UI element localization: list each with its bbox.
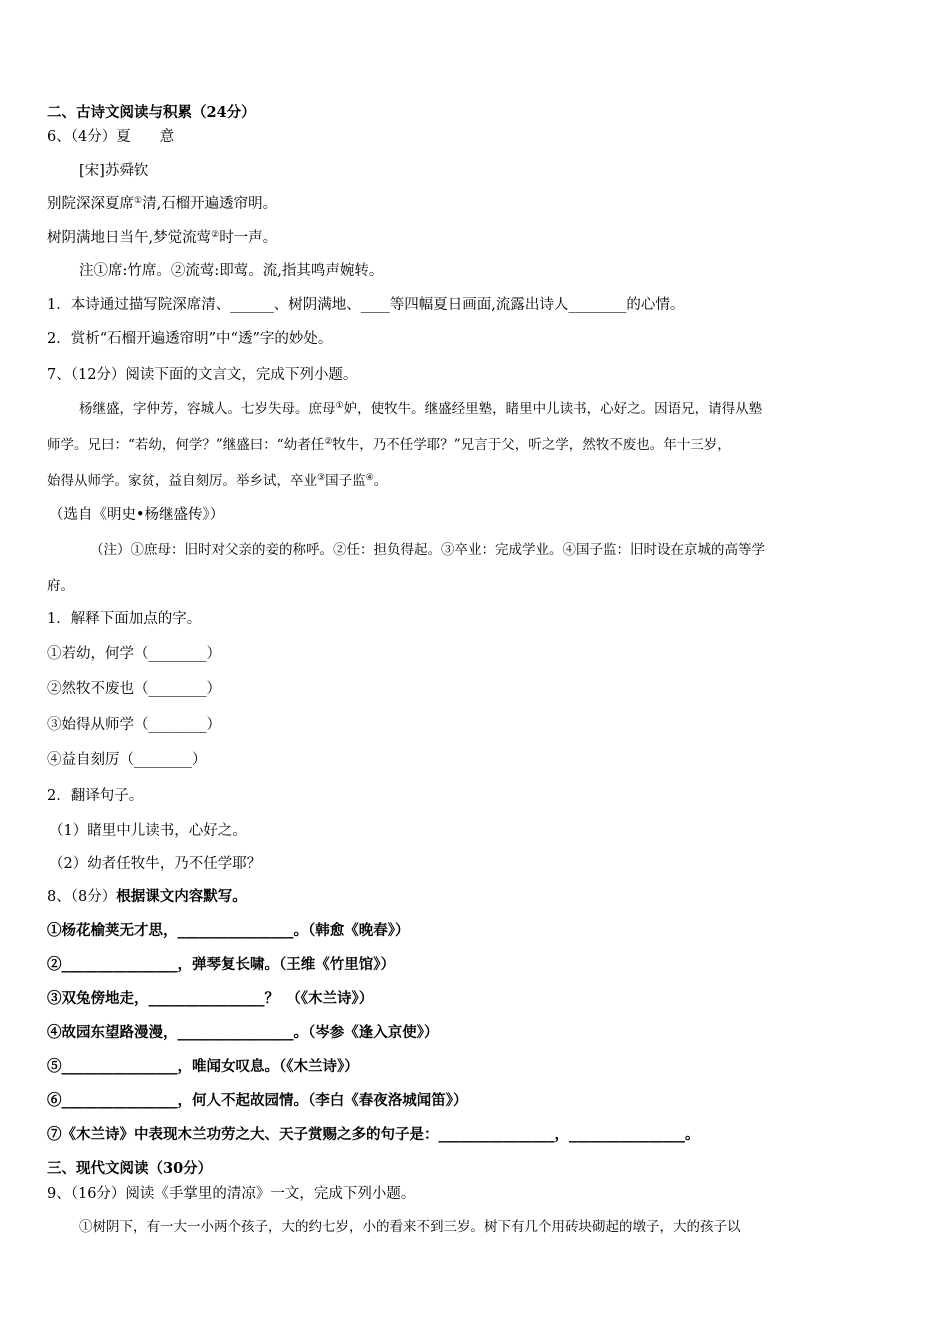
passage-note-line-1: （注）①庶母：旧时对父亲的妾的称呼。②任：担负得起。③卒业：完成学业。④国子监：旧时设在京城的高等学 (90, 542, 765, 558)
q9-paragraph-1: ①树阴下，有一大一小两个孩子，大的约七岁，小的看来不到三岁。树下有几个用砖块砌起的墩子，大的孩子以 (79, 1219, 741, 1235)
question-6-title: 6、（4分）夏 意 (47, 129, 175, 145)
q7-item-2: ②然牧不废也（________） (47, 681, 221, 697)
passage-note-line-2: 府。 (47, 578, 74, 594)
footnote-marker: ① (335, 401, 344, 411)
question-8-title: 8、（8分）根据课文内容默写。 (47, 888, 247, 905)
passage-line-1: 杨继盛，字仲芳，容城人。七岁失母。庶母①妒，使牧牛。继盛经里塾，睹里中儿读书，心好之。因语兄，请得从塾 (79, 401, 763, 417)
passage-line-3: 始得从师学。家贫，益自刻厉。举乡试，卒业③国子监④。 (47, 473, 388, 489)
q8-line-1: ①杨花榆荚无才思，________________。（韩愈《晚春》） (47, 922, 410, 939)
q7-translate-2: （2）幼者任牧牛，乃不任学耶？ (49, 856, 262, 872)
q6-subquestion-2: 2．赏析“石榴开遍透帘明”中“透”字的妙处。 (47, 331, 333, 347)
footnote-marker: ③ (317, 473, 326, 483)
poem-line-1: 别院深深夏席①清,石榴开遍透帘明。 (47, 196, 278, 212)
passage-source: （选自《明史•杨继盛传》） (49, 507, 225, 523)
section-heading-modern: 三、现代文阅读（30分） (47, 1160, 213, 1177)
poem-line-2: 树阴满地日当午,梦觉流莺②时一声。 (47, 230, 278, 246)
q8-line-2: ②________________，弹琴复长啸。（王维《竹里馆》） (47, 956, 395, 973)
footnote-marker: ② (324, 437, 333, 447)
q8-line-4: ④故园东望路漫漫，________________。（岑参《逢入京使》） (47, 1024, 439, 1041)
poem-note: 注①席:竹席。②流莺:即莺。流,指其鸣声婉转。 (79, 263, 384, 279)
footnote-marker: ④ (365, 473, 374, 483)
q7-item-1: ①若幼，何学（________） (47, 646, 221, 662)
q6-subquestion-1: 1．本诗通过描写院深席清、______、树阴满地、____等四幅夏日画面,流露出诗人________的心情。 (47, 297, 685, 313)
footnote-marker: ① (134, 196, 143, 206)
q7-item-3: ③始得从师学（________） (47, 717, 221, 733)
q8-line-6: ⑥________________，何人不起故园情。（李白《春夜洛城闻笛》） (47, 1092, 468, 1109)
q8-line-5: ⑤________________，唯闻女叹息。（《木兰诗》） (47, 1058, 359, 1075)
question-7-title: 7、（12分）阅读下面的文言文，完成下列小题。 (47, 367, 358, 383)
q7-translate-1: （1）睹里中儿读书，心好之。 (49, 823, 247, 839)
q7-subquestion-1: 1．解释下面加点的字。 (47, 611, 202, 627)
question-9-title: 9、（16分）阅读《手掌里的清凉》一文，完成下列小题。 (47, 1186, 416, 1202)
q8-line-3: ③双兔傍地走，________________？ （《木兰诗》） (47, 990, 374, 1007)
q8-line-7: ⑦《木兰诗》中表现木兰功劳之大、天子赏赐之多的句子是：________________，________________。 (47, 1126, 700, 1143)
section-heading-classical: 二、古诗文阅读与积累（24分） (47, 104, 256, 121)
poem-author: [宋]苏舜钦 (79, 163, 149, 179)
q7-item-4: ④益自刻厉（________） (47, 752, 207, 768)
q7-subquestion-2: 2．翻译句子。 (47, 788, 144, 804)
footnote-marker: ② (211, 230, 220, 240)
passage-line-2: 师学。兄曰：“若幼，何学？”继盛曰：“幼者任②牧牛，乃不任学耶？”兄言于父，听之学，然牧不废也。年十三岁， (47, 437, 731, 453)
